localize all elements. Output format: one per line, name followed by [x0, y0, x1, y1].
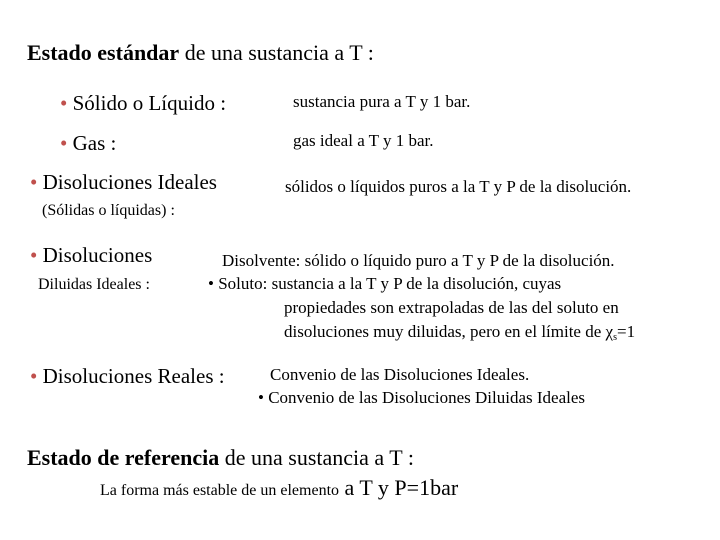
soluto-line-2: propiedades son extrapoladas de las del soluto en [284, 298, 619, 317]
soluto-line-3-text: disoluciones muy diluidas, pero en el límite de [284, 322, 602, 341]
item-solido-liquido-label: Sólido o Líquido : [72, 91, 227, 115]
chi-value: =1 [616, 322, 636, 341]
estandar-heading-rest: de una sustancia a T : [179, 40, 374, 65]
referencia-desc [100, 477, 458, 499]
item-disoluciones-ideales-desc: sólidos o líquidos puros a la T y P de la disolución. [285, 177, 632, 196]
item-disoluciones-ideales-sublabel: (Sólidas o líquidas) : [42, 202, 175, 219]
item-disoluciones-diluidas [30, 245, 152, 266]
item-disoluciones-diluidas-sublabel: Diluidas Ideales : [38, 276, 150, 293]
item-disoluciones-reales [30, 366, 225, 387]
bullet-icon: • [30, 364, 38, 388]
reales-desc-2 [258, 389, 585, 406]
referencia-desc-large: a T y P=1bar [339, 475, 459, 500]
chi-subscript: s [613, 332, 617, 343]
chi-symbol: χ [605, 322, 614, 341]
referencia-heading-rest: de una sustancia a T : [219, 445, 414, 470]
soluto-line-3 [284, 323, 635, 343]
referencia-heading-bold: Estado de referencia [27, 445, 220, 470]
item-gas-label: Gas : [72, 131, 117, 155]
disolvente-text: Disolvente: sólido o líquido puro a T y P de la disolución. [222, 251, 615, 270]
item-solido-liquido [60, 93, 226, 114]
item-gas-desc: gas ideal a T y 1 bar. [293, 131, 434, 150]
item-disoluciones-diluidas-label: Disoluciones [42, 243, 153, 267]
item-solido-liquido-desc: sustancia pura a T y 1 bar. [293, 92, 471, 111]
item-gas [60, 133, 116, 154]
estandar-heading-bold: Estado estándar [27, 40, 180, 65]
bullet-icon: • [30, 170, 38, 194]
bullet-icon: • [60, 131, 68, 155]
estandar-heading [27, 42, 374, 64]
reales-desc-1: Convenio de las Disoluciones Ideales. [270, 365, 530, 384]
item-disoluciones-ideales [30, 172, 217, 193]
reales-desc-2-text: Convenio de las Disoluciones Diluidas Ideales [268, 388, 586, 407]
bullet-icon: • [208, 274, 214, 293]
item-disoluciones-reales-label: Disoluciones Reales : [42, 364, 225, 388]
referencia-heading [27, 447, 414, 469]
referencia-desc-small: La forma más estable de un elemento [100, 482, 340, 499]
bullet-icon: • [60, 91, 68, 115]
item-disoluciones-ideales-label: Disoluciones Ideales [42, 170, 217, 194]
bullet-icon: • [30, 243, 38, 267]
soluto-line-1-text: Soluto: sustancia a la T y P de la disolución, cuyas [218, 274, 562, 293]
soluto-line-1 [208, 275, 561, 292]
bullet-icon: • [258, 388, 264, 407]
